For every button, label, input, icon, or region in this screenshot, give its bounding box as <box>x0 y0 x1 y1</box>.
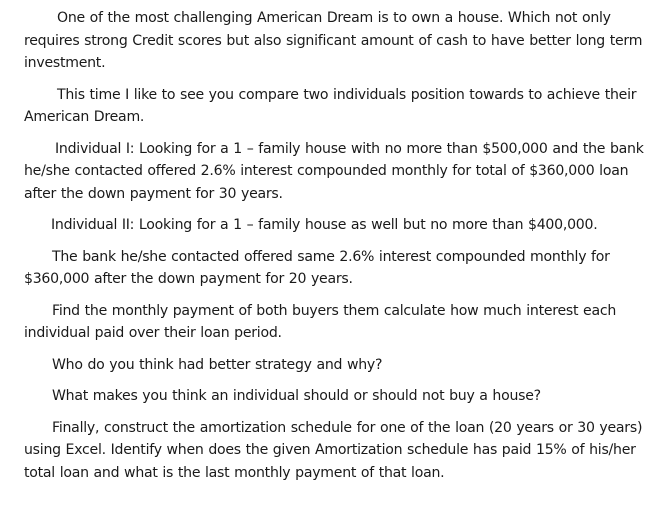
compare-paragraph: This time I like to see you compare two individuals position towards to achieve their American Dream. <box>24 86 637 125</box>
intro-paragraph: One of the most challenging American Dream is to own a house. Which not only requires strong Credit scores but also significant amount of cash to have better long term investment. <box>24 10 643 71</box>
buy-house-question: What makes you think an individual should or should not buy a house? <box>52 388 541 404</box>
individual-one-paragraph: Individual I: Looking for a 1 – family house with no more than $500,000 and the bank he/she contacted offered 2.6% interest compounded monthly for total of $360,000 loan after the down payment for 30 years. <box>24 140 644 202</box>
bank-offer-paragraph: The bank he/she contacted offered same 2.6% interest compounded monthly for $360,000 after the down payment for 20 years. <box>24 248 610 287</box>
individual-two-paragraph: Individual II: Looking for a 1 – family house as well but no more than $400,000. <box>51 217 598 233</box>
document-body <box>24 7 654 484</box>
amortization-paragraph: Finally, construct the amortization schedule for one of the loan (20 years or 30 years) using Excel. Identify when does the given Amortization schedule has paid 15% of his/her total loan and what is the last monthly payment of that loan. <box>24 419 643 481</box>
monthly-payment-paragraph: Find the monthly payment of both buyers them calculate how much interest each individual paid over their loan period. <box>24 302 617 341</box>
strategy-question: Who do you think had better strategy and why? <box>52 356 383 373</box>
